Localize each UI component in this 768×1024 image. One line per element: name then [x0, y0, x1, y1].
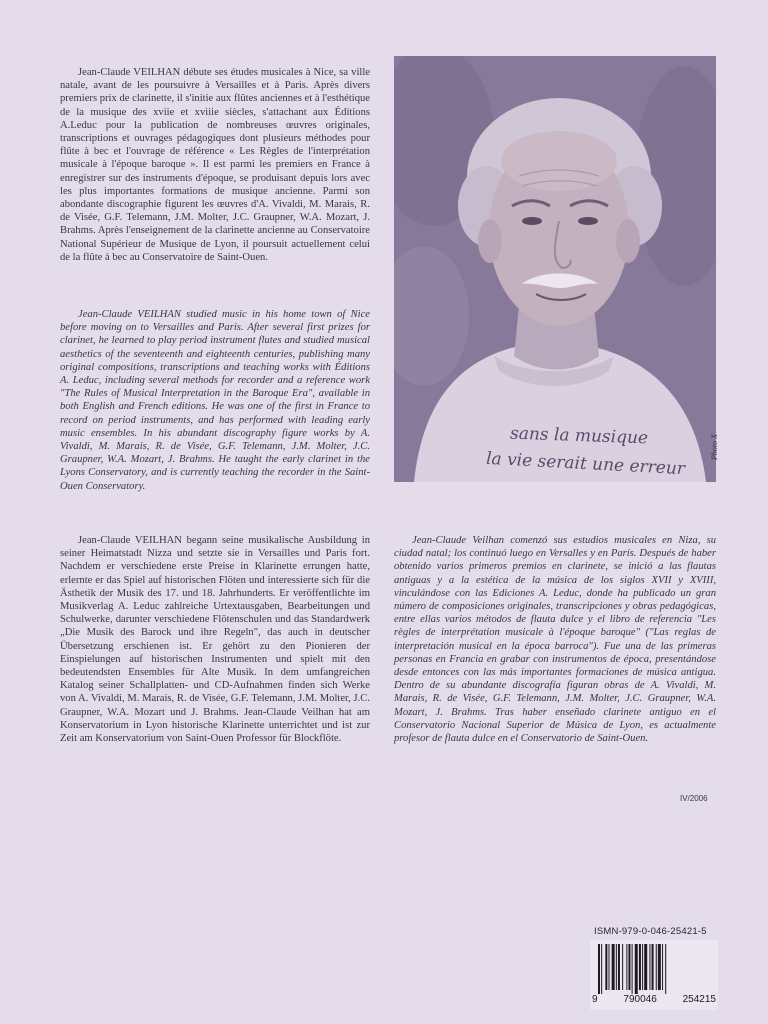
bio-french-text: Jean-Claude VEILHAN débute ses études musicales à Nice, sa ville natale, avant de les poursuivre à Versailles et à Paris. Après divers premiers prix de clarinette, il s'initie aux flûtes anciennes et à l'esthétique de la musique des xviie et xviiie siècles, s'attachant aux Éditions A.Leduc pour la publication de nombreuses œuvres originales, transcriptions et ouvrages pédagogiques dont plusieurs méthodes pour flûte à bec et l'ouvrage de référence « Les Règles de l'interprétation musicale à l'époque baroque ». Il est parmi les premiers en France à enregistrer sur des instruments d'époque, se produisant depuis lors avec les plus importantes formations de musique ancienne. Parmi son abondante discographie figurent les œuvres d'A. Vivaldi, M. Marais, R. de Visée, G.F. Telemann, J.M. Molter, J.C. Graupner, W.A. Mozart, J. Brahms. Après l'enseignement de la clarinette ancienne au Conservatoire National Supérieur de Musique de Lyon, il poursuit actuellement celui de la flûte à bec au Conservatoire de Saint-Ouen.	[60, 67, 370, 263]
bio-spanish-text: Jean-Claude Veilhan comenzó sus estudios musicales en Niza, su ciudad natal; los continuó luego en Versalles y en París. Después de haber obtenido varios primeros premios en clarinete, se inició a las flautas antiguas y a la estética de la música de los siglos XVII y XVIII, vinculándose con las Ediciones A. Leduc, donde ha publicado un gran número de composiciones originales, transcripciones y obras pedagógicas, entre ellas varios métodos de flauta dulce y el libro de referencia "Les règles de interprétation musicale à l'époque baroque" ("Las reglas de interpretación musical en la época barroca"). Fue una de las primeras personas en Francia en grabar con instrumentos de época, presentándose desde entonces con las más importantes formaciones de música antigua. Dentro de su abundante discografía figuran obras de A. Vivaldi, M. Marais, R. de Visée, G.F. Telemann, J.M. Molter, J.C. Graupner, W.A. Mozart, J. Brahms. Tras haber enseñado clarinete antiguo en el Conservatorio Nacional Superior de Música de Lyon, es actualmente profesor de flauta dulce en el Conservatorio de Saint-Ouen.	[394, 535, 716, 745]
barcode-bar	[622, 944, 623, 990]
barcode-bar	[605, 944, 607, 990]
barcode-bar	[658, 944, 661, 990]
barcode-bar	[656, 944, 657, 990]
barcode-bar	[652, 944, 654, 990]
bio-spanish	[394, 534, 716, 745]
barcode-bar	[665, 944, 666, 994]
barcode-bar	[632, 944, 633, 994]
barcode-bar	[612, 944, 615, 990]
barcode-bar	[626, 944, 627, 990]
barcode-bar	[649, 944, 650, 990]
portrait-photo	[394, 56, 716, 482]
barcode-bar	[609, 944, 610, 990]
barcode-bar	[618, 944, 620, 990]
shirt-text-line2: la vie serait une erreur	[485, 448, 686, 480]
bio-french	[60, 66, 370, 264]
barcode-bar	[639, 944, 641, 990]
bio-english	[60, 308, 370, 493]
barcode-bar	[601, 944, 602, 994]
barcode-bar	[598, 944, 600, 994]
barcode-digits-group1: 790046	[623, 994, 657, 1005]
barcode-bar	[662, 944, 663, 990]
barcode	[590, 940, 718, 1010]
barcode-digits-group2: 254215	[682, 994, 716, 1005]
edition-code: IV/2006	[680, 794, 708, 803]
barcode-bar	[642, 944, 643, 990]
photo-credit: Photo X	[710, 434, 719, 460]
portrait-illustration	[394, 56, 716, 482]
barcode-bars	[598, 944, 710, 994]
barcode-bar	[628, 944, 630, 990]
ismn-label: ISMN-979-0-046-25421-5	[594, 926, 707, 937]
bio-german-text: Jean-Claude VEILHAN begann seine musikalische Ausbildung in seiner Heimatstadt Nizza und setzte sie in Versailles und Paris fort. Nachdem er verschiedene erste Preise in Klarinette errungen hatte, erlernte er das Spiel auf historischen Flöten und interessierte sich für die Ästhetik der Musik des 17. und 18. Jahrhunderts. Er veröffentlichte im Musikverlag A. Leduc zahlreiche Urtextausgaben, Bearbeitungen und Schulwerke, darunter verschiedene Flötenschulen und das Standardwerk „Die Musik des Barock und ihre Regeln", das auch in deutscher Übersetzung erschienen ist. Er gehört zu den Pionieren der Einspielungen auf historischen Instrumenten und spielt mit den bedeutendsten Ensembles für Alte Musik. In dem umfangreichen Katalog seiner Schallplatten- und CD-Aufnahmen finden sich Werke von A. Vivaldi, M. Marais, R. de Visée, G.F. Telemann, J.M. Molter, J.C. Graupner, W.A. Mozart und J. Brahms. Jean-Claude Veilhan hat am Konservatorium in Lyon historische Klarinette unterrichtet und ist zur Zeit am Konservatorium von Saint-Ouen Professor für Blockflöte.	[60, 535, 370, 745]
barcode-bar	[644, 944, 647, 990]
shirt-text-line1: sans la musique	[509, 423, 649, 449]
barcode-digits	[592, 994, 716, 1005]
barcode-digit-lead: 9	[592, 994, 598, 1005]
barcode-bar	[635, 944, 638, 994]
bio-english-text: Jean-Claude VEILHAN studied music in his home town of Nice before moving on to Versailles and Paris. After several first prizes for clarinet, he learned to play period instrument flutes and studied musical aesthetics of the seventeenth and eighteenth centuries, publishing many original compositions, transcriptions and teaching works with Éditions A. Leduc, including several methods for recorder and a reference work "The Rules of Musical Interpretation in the Baroque Era", available in both English and French editions. He was one of the first in France to record on period instruments, and has performed with leading early music ensembles. In his abundant discography figure works by A. Vivaldi, M. Marais, R. de Visée, G.F. Telemann, J.M. Molter, J.C. Graupner, W.A. Mozart, J. Brahms. He taught the early clarinet in the Lyons Conservatory, and is currently teaching the recorder in the Saint-Ouen Conservatory.	[60, 309, 370, 492]
barcode-bar	[616, 944, 617, 990]
bio-german	[60, 534, 370, 745]
